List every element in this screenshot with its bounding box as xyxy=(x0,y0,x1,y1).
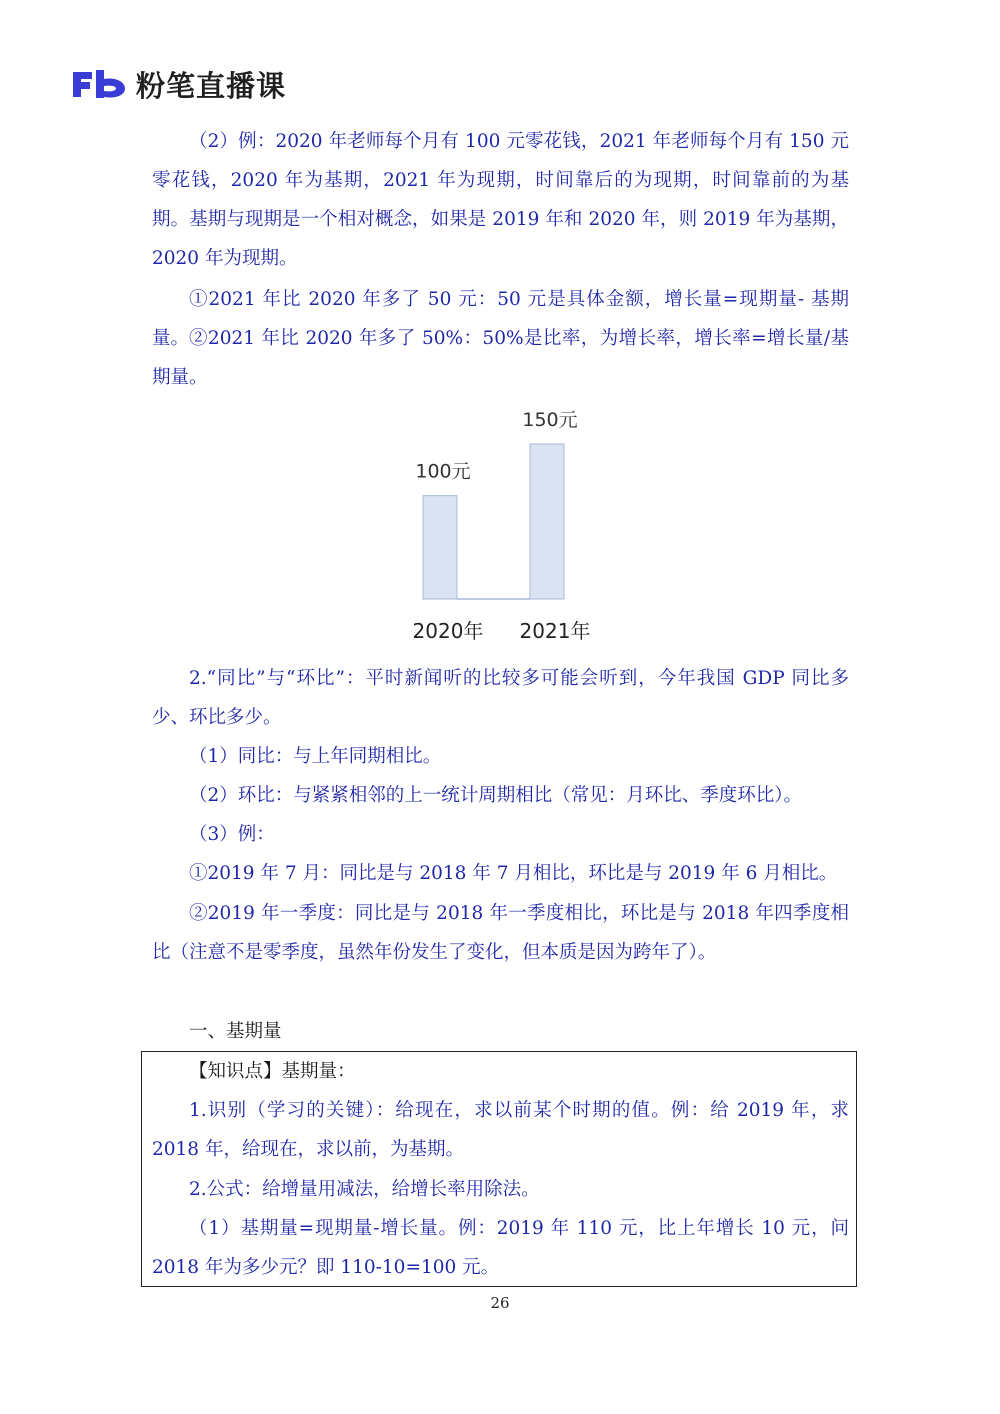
category-label-0: 2020年 xyxy=(412,619,484,643)
knowledge-item-identify: 1.识别（学习的关键）：给现在，求以前某个时期的值。例：给 2019 年，求 2018 年，给现在，求以前，为基期。 xyxy=(152,1100,849,1160)
knowledge-box-title: 【知识点】基期量： xyxy=(189,1061,356,1082)
paragraph-example-label: （3）例： xyxy=(189,824,275,845)
paragraph-growth-rate: ②2021 年比 2020 年多了 50%：50%是比率，为增长率，增长率=增长量/基期量。 xyxy=(152,328,849,388)
brand-name: 粉笔直播课 xyxy=(136,68,287,103)
data-label-1: 150元 xyxy=(522,409,578,431)
page-number: 26 xyxy=(490,1294,510,1312)
section-heading-base-quantity: 一、基期量 xyxy=(189,1021,282,1042)
paragraph-yoy: （1）同比：与上年同期相比。 xyxy=(189,746,442,767)
brand-logo xyxy=(70,64,286,104)
fb-logo-icon xyxy=(70,68,128,100)
bar-chart xyxy=(400,400,620,650)
knowledge-item-subtract: （1）基期量=现期量-增长量。例：2019 年 110 元，比上年增长 10 元，问 2018 年为多少元？即 110-10=100 元。 xyxy=(152,1218,849,1278)
data-label-0: 100元 xyxy=(415,460,471,483)
bar-1 xyxy=(530,444,564,599)
paragraph-mom: （2）环比：与紧紧相邻的上一统计周期相比（常见：月环比、季度环比）。 xyxy=(189,785,803,806)
knowledge-item-formula: 2.公式：给增量用减法，给增长率用除法。 xyxy=(189,1179,540,1200)
paragraph-example-quarter: ②2019 年一季度：同比是与 2018 年一季度相比，环比是与 2018 年四季度相比（注意不是零季度，虽然年份发生了变化，但本质是因为跨年了）。 xyxy=(152,903,849,963)
paragraph-yoy-mom: 2.“同比”与“环比”：平时新闻听的比较多可能会听到，今年我国 GDP 同比多少、环比多少。 xyxy=(152,668,849,728)
paragraph-example-base-period: （2）例：2020 年老师每个月有 100 元零花钱，2021 年老师每个月有 150 元零花钱，2020 年为基期，2021 年为现期，时间靠后的为现期，时间靠前的为基期。基期与现期是一个相对概念，如果是 2019 年和 2020 年，则 2019 年为基期，2020 年为现期。 xyxy=(152,131,849,269)
category-label-1: 2021年 xyxy=(519,619,591,643)
paragraph-growth-amount: ①2021 年比 2020 年多了 50 元：50 元是具体金额，增长量=现期量- 基期量。 xyxy=(152,289,849,349)
knowledge-box xyxy=(141,1051,857,1287)
bar-0 xyxy=(423,496,457,599)
paragraph-example-month: ①2019 年 7 月：同比是与 2018 年 7 月相比，环比是与 2019 年 6 月相比。 xyxy=(189,863,838,884)
